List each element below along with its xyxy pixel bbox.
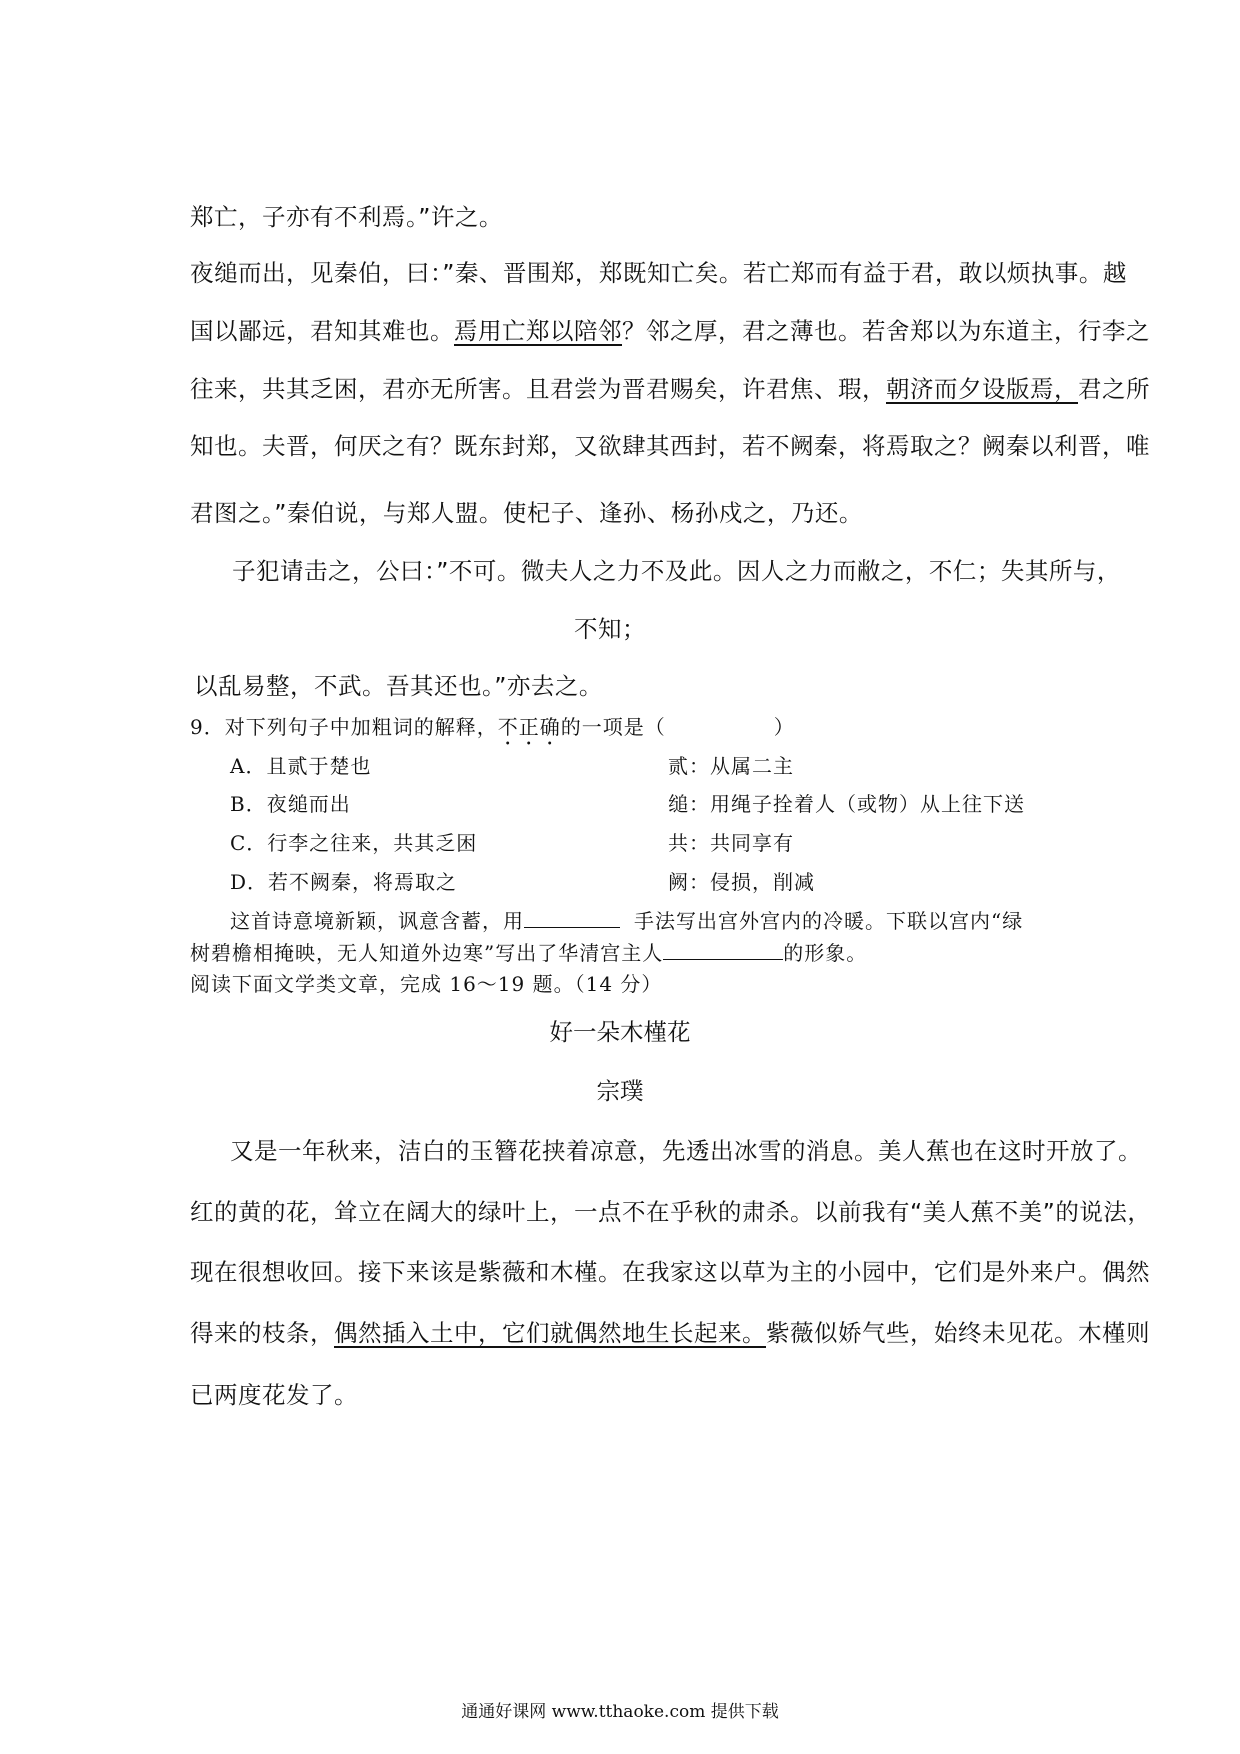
passage-text: ？邻之厚，君之薄也。若舍郑以为东道主，行李之 <box>622 317 1150 345</box>
essay-text: 紫薇似娇气些，始终未见花。木槿则 <box>766 1319 1150 1347</box>
poem-note-line-2 <box>190 937 867 966</box>
note-text: 树碧檐相掩映，无人知道外边寒”写出了华清宫主人 <box>190 941 664 965</box>
passage-text: 往来，共其乏困，君亦无所害。且君尝为晋君赐矣，许君焦、瑕， <box>190 375 886 403</box>
question-text: 的一项是（ <box>560 715 666 739</box>
option-d-gloss: 阙：侵损，削减 <box>668 870 815 894</box>
option-b-gloss: 缒：用绳子拴着人（或物）从上往下送 <box>668 792 1025 816</box>
question-9-stem <box>190 711 795 750</box>
essay-text: 得来的枝条， <box>190 1319 334 1347</box>
essay-title: 好一朵木槿花 <box>549 1018 691 1046</box>
passage-line-8: 不知； <box>574 615 646 643</box>
fill-blank <box>524 909 620 928</box>
option-c-label: C．行李之往来，共其乏困 <box>230 831 478 855</box>
underlined-sentence: 偶然插入土中，它们就偶然地生长起来。 <box>334 1319 766 1347</box>
note-text: 的形象。 <box>783 941 868 965</box>
reading-instruction: 阅读下面文学类文章，完成 16～19 题。（14 分） <box>190 972 663 996</box>
emphasized-text: 不正确 <box>497 715 561 739</box>
question-text: ） <box>773 715 795 739</box>
fill-blank <box>663 941 783 960</box>
passage-line-3 <box>190 312 1150 346</box>
underlined-phrase: 焉用亡郑以陪邻 <box>454 317 622 345</box>
poem-note-line-1 <box>230 905 1023 934</box>
passage-line-7: 子犯请击之，公曰：”不可。微夫人之力不及此。因人之力而敝之，不仁；失其所与， <box>232 557 1121 585</box>
passage-line-5: 知也。夫晋，何厌之有？既东封郑，又欲肆其西封，若不阙秦，将焉取之？阙秦以利晋，唯 <box>190 432 1150 460</box>
option-d-label: D．若不阙秦，将焉取之 <box>230 870 458 894</box>
question-text: 9．对下列句子中加粗词的解释， <box>190 715 498 739</box>
passage-line-9: 以乱易整，不武。吾其还也。”亦去之。 <box>194 672 603 700</box>
essay-author: 宗璞 <box>596 1077 644 1105</box>
page-footer: 通通好课网 www.tthaoke.com 提供下载 <box>461 1702 779 1722</box>
essay-line-4 <box>190 1314 1150 1348</box>
option-a-label: A．且贰于楚也 <box>230 754 372 778</box>
passage-line-1: 郑亡，子亦有不利焉。”许之。 <box>190 203 503 231</box>
passage-text: 国以鄙远，君知其难也。 <box>190 317 454 345</box>
option-c-gloss: 共：共同享有 <box>668 831 794 855</box>
option-b-label: B．夜缒而出 <box>230 792 351 816</box>
passage-line-2: 夜缒而出，见秦伯，曰：”秦、晋围郑，郑既知亡矣。若亡郑而有益于君，敢以烦执事。越 <box>190 259 1127 287</box>
essay-line-2: 红的黄的花，耸立在阔大的绿叶上，一点不在乎秋的肃杀。以前我有“美人蕉不美”的说法， <box>190 1198 1152 1226</box>
passage-text: 君之所 <box>1078 375 1150 403</box>
passage-line-6: 君图之。”秦伯说，与郑人盟。使杞子、逢孙、杨孙戍之，乃还。 <box>190 499 863 527</box>
passage-line-4 <box>190 370 1150 404</box>
essay-line-5: 已两度花发了。 <box>190 1381 358 1409</box>
essay-line-3: 现在很想收回。接下来该是紫薇和木槿。在我家这以草为主的小园中，它们是外来户。偶然 <box>190 1258 1150 1286</box>
note-text: 这首诗意境新颖，讽意含蓄，用 <box>230 909 524 933</box>
option-a-gloss: 贰：从属二主 <box>668 754 794 778</box>
essay-line-1: 又是一年秋来，洁白的玉簪花挟着凉意，先透出冰雪的消息。美人蕉也在这时开放了。 <box>230 1137 1142 1165</box>
note-text: 手法写出宫外宫内的冷暖。下联以宫内“绿 <box>634 909 1024 933</box>
underlined-phrase: 朝济而夕设版焉， <box>886 375 1078 403</box>
